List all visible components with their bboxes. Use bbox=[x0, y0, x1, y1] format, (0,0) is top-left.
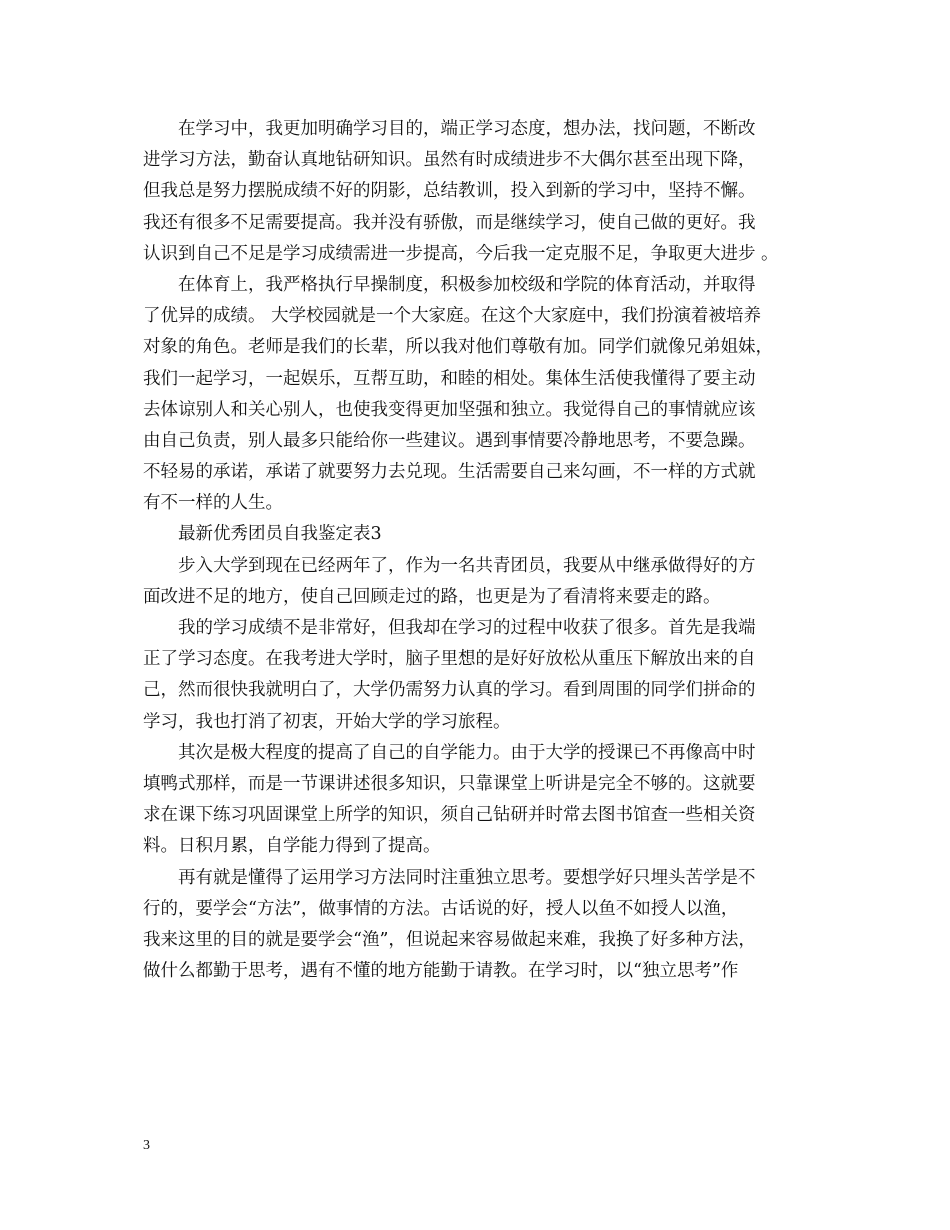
text-line: 学习，我也打消了初衷，开始大学的学习旅程。 bbox=[143, 711, 511, 732]
text-line: 但我总是努力摆脱成绩不好的阴影，总结教训，投入到新的学习中，坚持不懈。 bbox=[143, 181, 756, 202]
text-line: 最新优秀团员自我鉴定表3 bbox=[178, 524, 382, 545]
text-line: 由自己负责，别人最多只能给你一些建议。遇到事情要冷静地思考，不要急躁。 bbox=[143, 430, 756, 451]
text-line: 在学习中，我更加明确学习目的，端正学习态度，想办法，找问题，不断改 bbox=[178, 119, 756, 139]
text-line: 正了学习态度。在我考进大学时，脑子里想的是好好放松从重压下解放出来的自 bbox=[143, 649, 756, 670]
text-line: 我的学习成绩不是非常好，但我却在学习的过程中收获了很多。首先是我端 bbox=[178, 618, 756, 638]
text-line: 料。日积月累，自学能力得到了提高。 bbox=[143, 836, 441, 857]
text-line: 我还有很多不足需要提高。我并没有骄傲，而是继续学习，使自己做的更好。我 bbox=[143, 212, 756, 233]
text-line: 有不一样的人生。 bbox=[143, 493, 283, 514]
text-line: 面改进不足的地方，使自己回顾走过的路，也更是为了看清将来要走的路。 bbox=[143, 586, 721, 607]
text-line: 行的，要学会“方法”，做事情的方法。古话说的好，授人以鱼不如授人以渔， bbox=[143, 898, 739, 919]
text-line: 再有就是懂得了运用学习方法同时注重独立思考。要想学好只埋头苦学是不 bbox=[178, 867, 756, 888]
text-line: 对象的角色。老师是我们的长辈，所以我对他们尊敬有加。同学们就像兄弟姐妹， bbox=[143, 337, 773, 358]
text-line: 了优异的成绩。 大学校园就是一个大家庭。在这个大家庭中，我们扮演着被培养 bbox=[143, 306, 762, 327]
text-line: 步入大学到现在已经两年了，作为一名共青团员，我要从中继承做得好的方 bbox=[178, 555, 756, 576]
text-line: 我来这里的目的就是要学会“渔”，但说起来容易做起来难，我换了好多种方法， bbox=[143, 929, 756, 950]
text-line: 其次是极大程度的提高了自己的自学能力。由于大学的授课已不再像高中时 bbox=[178, 742, 756, 763]
text-line: 在体育上，我严格执行早操制度，积极参加校级和学院的体育活动，并取得 bbox=[178, 274, 756, 295]
page-number: 3 bbox=[143, 1138, 150, 1153]
text-line: 去体谅别人和关心别人，也使我变得更加坚强和独立。我觉得自己的事情就应该 bbox=[143, 399, 756, 420]
text-line: 填鸭式那样，而是一节课讲述很多知识，只靠课堂上听讲是完全不够的。这就要 bbox=[143, 773, 756, 794]
text-line: 进学习方法，勤奋认真地钻研知识。虽然有时成绩进步不大偶尔甚至出现下降， bbox=[143, 150, 756, 171]
text-line: 我们一起学习，一起娱乐，互帮互助，和睦的相处。集体生活使我懂得了要主动 bbox=[143, 368, 756, 389]
document-body bbox=[143, 114, 813, 987]
text-line: 求在课下练习巩固课堂上所学的知识，须自己钻研并时常去图书馆查一些相关资 bbox=[143, 805, 756, 826]
text-line: 不轻易的承诺，承诺了就要努力去兑现。生活需要自己来勾画，不一样的方式就 bbox=[143, 462, 756, 483]
text-line: 做什么都勤于思考，遇有不懂的地方能勤于请教。在学习时，以“独立思考”作 bbox=[143, 961, 739, 982]
text-line: 己，然而很快我就明白了，大学仍需努力认真的学习。看到周围的同学们拼命的 bbox=[143, 680, 756, 701]
text-line: 认识到自己不足是学习成绩需进一步提高，今后我一定克服不足，争取更大进步 。 bbox=[143, 243, 779, 264]
